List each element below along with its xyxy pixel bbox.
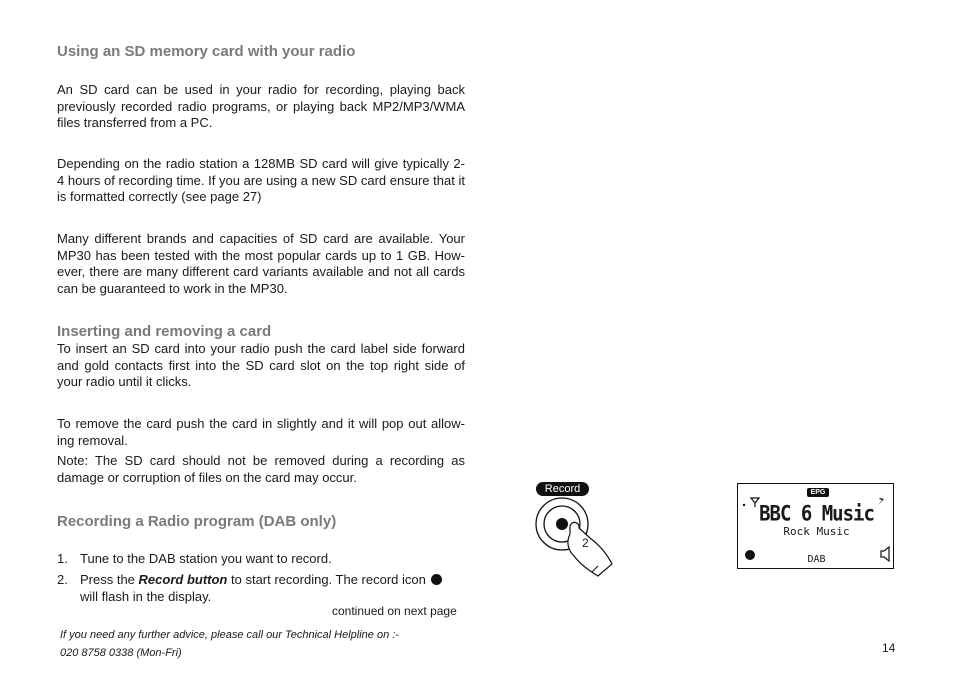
- lcd-genre: Rock Music: [783, 525, 850, 538]
- paragraph-intro: An SD card can be used in your radio for recording, playing back previously recorded radio programs, or playing back MP2/MP3/WMA files transferred from a PC.: [57, 82, 465, 130]
- paragraph-card-brands: Many different brands and capacities of SD card are available. Your MP30 has been tested with the most popular cards up to 1 GB. How-ever, there are many different card variants available and not all cards can be guaranteed to work in the MP30.: [57, 231, 465, 296]
- step-text: Tune to the DAB station you want to record.: [80, 551, 332, 566]
- record-button-dot: [556, 518, 568, 530]
- record-button-label: Record: [536, 482, 589, 496]
- record-button-illustration: [532, 496, 622, 580]
- record-button-term: Record button: [138, 572, 228, 587]
- heading-sd-card: Using an SD memory card with your radio: [57, 43, 356, 60]
- paragraph-insert: To insert an SD card into your radio push the card label side forward and gold contacts first into the SD card slot on the top right side of your radio until it clicks.: [57, 341, 465, 389]
- paragraph-note: Note: The SD card should not be removed during a recording as damage or corruption of files on the card may occur.: [57, 453, 465, 485]
- lcd-station-name: BBC 6 Music: [759, 501, 874, 527]
- page-number: 14: [882, 641, 896, 655]
- heading-inserting: Inserting and removing a card: [57, 323, 272, 340]
- paragraph-remove: To remove the card push the card in slightly and it will pop out allow-ing removal.: [57, 416, 465, 448]
- paragraph-recording-time: Depending on the radio station a 128MB SD card will give typically 2- 4 hours of recording time. If you are using a new SD card ensure that it is formatted correctly (see page 27): [57, 156, 465, 204]
- epg-badge: EPG: [807, 488, 829, 497]
- continued-note: continued on next page: [332, 604, 457, 618]
- callout-number: 2: [582, 536, 589, 550]
- step-number: 1.: [57, 551, 68, 566]
- step-text: Press the Record button to start recording. The record icon will flash in the display.: [80, 572, 465, 605]
- footer-helpline-text: If you need any further advice, please call our Technical Helpline on :-: [60, 629, 399, 641]
- record-dot-icon: [431, 574, 442, 585]
- footer-phone: 020 8758 0338 (Mon-Fri): [60, 647, 182, 659]
- lcd-display: [737, 483, 894, 569]
- step-number: 2.: [57, 572, 68, 587]
- heading-recording: Recording a Radio program (DAB only): [57, 513, 337, 530]
- lcd-mode: DAB: [807, 554, 826, 565]
- finger-icon: [568, 522, 612, 576]
- speaker-icon: [880, 546, 892, 562]
